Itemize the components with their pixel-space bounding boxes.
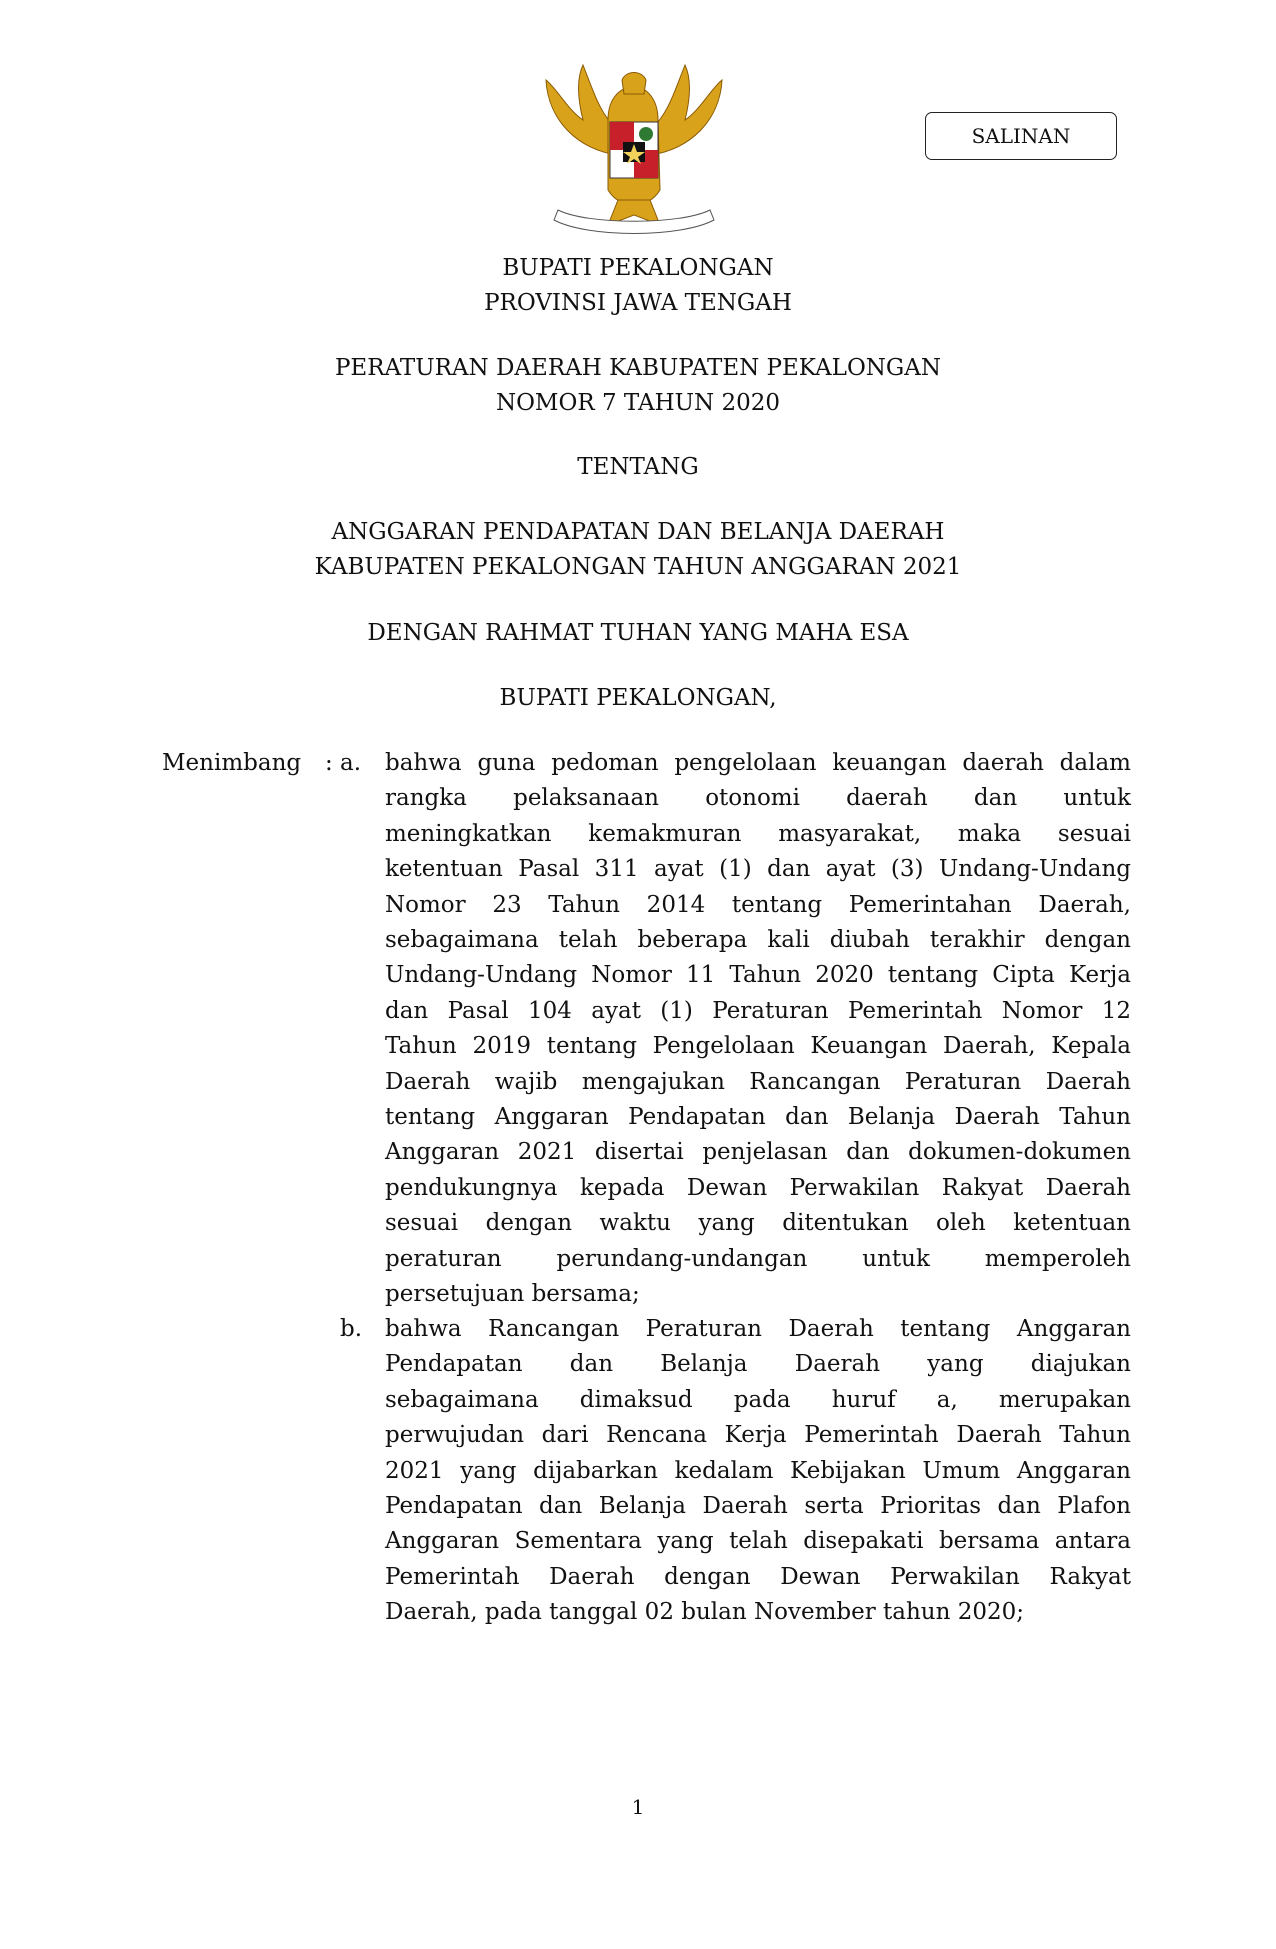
item-marker-a: a. xyxy=(340,750,362,776)
text-line: 2021 yang dijabarkan kedalam Kebijakan Umum Anggaran xyxy=(385,1457,1131,1484)
consideration-item-b xyxy=(385,1312,1131,1631)
text-line: Daerah wajib mengajukan Rancangan Peraturan Daerah xyxy=(385,1068,1131,1095)
text-line: bahwa Rancangan Peraturan Daerah tentang Anggaran xyxy=(385,1316,1131,1342)
text-line: meningkatkan kemakmuran masyarakat, maka sesuai xyxy=(385,820,1131,847)
considering-label: Menimbang xyxy=(162,750,302,776)
text-line: Undang-Undang Nomor 11 Tahun 2020 tentang Cipta Kerja xyxy=(385,962,1131,989)
text-line: Pendapatan dan Belanja Daerah yang diajukan xyxy=(385,1351,1131,1378)
garuda-emblem-icon xyxy=(538,60,730,240)
text-line: Pemerintah Daerah dengan Dewan Perwakilan Rakyat xyxy=(385,1563,1131,1590)
salinan-stamp: SALINAN xyxy=(925,112,1117,160)
text-line: Daerah, pada tanggal 02 bulan November tahun 2020; xyxy=(385,1599,1025,1626)
text-line: Nomor 23 Tahun 2014 tentang Pemerintahan Daerah, xyxy=(385,891,1131,918)
text-line: pendukungnya kepada Dewan Perwakilan Rakyat Daerah xyxy=(385,1174,1131,1201)
text-line: bahwa guna pedoman pengelolaan keuangan daerah dalam xyxy=(385,750,1131,776)
grace-formula: DENGAN RAHMAT TUHAN YANG MAHA ESA xyxy=(367,620,909,646)
text-line: ketentuan Pasal 311 ayat (1) dan ayat (3) Undang-Undang xyxy=(385,856,1131,883)
considering-separator: : xyxy=(325,750,333,776)
subject-line-1: ANGGARAN PENDAPATAN DAN BELANJA DAERAH xyxy=(331,519,945,545)
text-line: Tahun 2019 tentang Pengelolaan Keuangan Daerah, Kepala xyxy=(385,1033,1131,1060)
text-line: peraturan perundang-undangan untuk memperoleh xyxy=(385,1245,1131,1272)
text-line: persetujuan bersama; xyxy=(385,1281,640,1308)
subject-line-2: KABUPATEN PEKALONGAN TAHUN ANGGARAN 2021 xyxy=(314,554,962,580)
consideration-item-a xyxy=(385,746,1131,1313)
text-line: perwujudan dari Rencana Kerja Pemerintah Daerah Tahun xyxy=(385,1422,1131,1449)
regulation-title: PERATURAN DAERAH KABUPATEN PEKALONGAN xyxy=(334,355,942,381)
text-line: sebagaimana dimaksud pada huruf a, merupakan xyxy=(385,1386,1131,1413)
text-line: Anggaran Sementara yang telah disepakati bersama antara xyxy=(385,1528,1131,1555)
issuer-title: BUPATI PEKALONGAN xyxy=(502,255,774,281)
text-line: dan Pasal 104 ayat (1) Peraturan Pemerintah Nomor 12 xyxy=(385,997,1131,1024)
text-line: Pendapatan dan Belanja Daerah serta Prioritas dan Plafon xyxy=(385,1493,1131,1520)
province-title: PROVINSI JAWA TENGAH xyxy=(484,290,792,316)
text-line: sesuai dengan waktu yang ditentukan oleh ketentuan xyxy=(385,1210,1131,1237)
text-line: sebagaimana telah beberapa kali diubah terakhir dengan xyxy=(385,927,1131,954)
about-heading: TENTANG xyxy=(577,454,699,480)
text-line: Anggaran 2021 disertai penjelasan dan dokumen-dokumen xyxy=(385,1139,1131,1166)
text-line: rangka pelaksanaan otonomi daerah dan untuk xyxy=(385,785,1131,812)
official-title: BUPATI PEKALONGAN, xyxy=(499,685,777,711)
item-marker-b: b. xyxy=(340,1316,363,1342)
page-number: 1 xyxy=(631,1795,645,1819)
text-line: tentang Anggaran Pendapatan dan Belanja Daerah Tahun xyxy=(385,1104,1131,1131)
regulation-number: NOMOR 7 TAHUN 2020 xyxy=(495,390,781,416)
